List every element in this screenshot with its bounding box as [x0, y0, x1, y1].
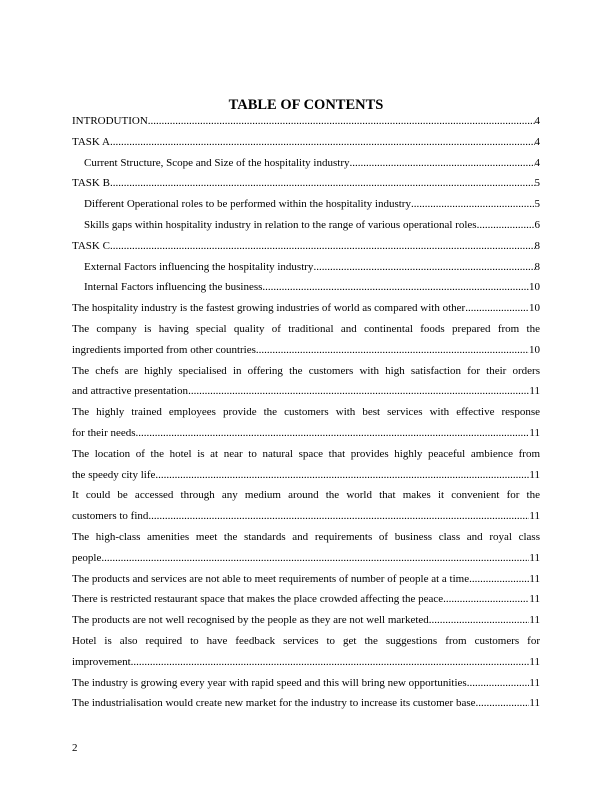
toc-entry-text: The industry is growing every year with rapid speed and this will bring new opportunities — [72, 676, 467, 689]
table-of-contents — [72, 113, 540, 716]
toc-entry[interactable] — [72, 695, 540, 716]
toc-page-number: 6 — [534, 218, 540, 231]
toc-page-number: 11 — [529, 614, 540, 627]
toc-entry-text: There is restricted restaurant space that makes the place crowded affecting the peace — [72, 593, 444, 606]
dot-leader — [110, 239, 535, 253]
toc-entry-text: The products are not well recognised by the people as they are not well marketed — [72, 614, 429, 627]
toc-entry[interactable] — [72, 571, 540, 592]
toc-entry-line1: The location of the hotel is at near to natural space that provides highly peaceful ambience from — [72, 447, 540, 460]
toc-entry-wrapped[interactable] — [72, 487, 540, 529]
dot-leader — [188, 384, 529, 398]
toc-entry-line2: customers to find — [72, 510, 149, 523]
toc-entry-text: TASK A — [72, 135, 110, 148]
toc-entry[interactable] — [72, 591, 540, 612]
toc-subentry[interactable] — [72, 196, 540, 217]
toc-entry-text: INTRODUTION — [72, 115, 148, 127]
dot-leader — [443, 592, 529, 606]
toc-page-number: 10 — [529, 343, 540, 356]
dot-leader — [262, 280, 529, 294]
dot-leader — [155, 468, 529, 482]
toc-page-number: 11 — [529, 385, 540, 398]
toc-page-number: 11 — [529, 468, 540, 481]
toc-entry-text: TASK B — [72, 177, 110, 190]
toc-page-number: 10 — [529, 281, 540, 294]
toc-entry-text: Different Operational roles to be performed within the hospitality industry — [84, 198, 411, 211]
toc-entry[interactable] — [72, 238, 540, 259]
toc-entry-line1: It could be accessed through any medium around the world that makes it convenient for the — [72, 489, 540, 502]
toc-entry[interactable] — [72, 612, 540, 633]
toc-entry[interactable] — [72, 675, 540, 696]
toc-entry-wrapped[interactable] — [72, 321, 540, 363]
dot-leader — [101, 551, 529, 565]
toc-entry-text: External Factors influencing the hospitality industry — [84, 260, 314, 273]
toc-entry-line1: The high-class amenities meet the standards and requirements of business class and royal class — [72, 530, 540, 543]
toc-entry-line1: Hotel is also required to have feedback services to get the suggestions from customers for — [72, 634, 540, 647]
toc-page-number: 11 — [529, 572, 540, 585]
dot-leader — [349, 156, 534, 170]
dot-leader — [477, 218, 535, 232]
toc-entry[interactable] — [72, 175, 540, 196]
toc-entry-wrapped[interactable] — [72, 363, 540, 405]
toc-entry-text: Current Structure, Scope and Size of the hospitality industry — [84, 156, 350, 169]
dot-leader — [467, 676, 530, 690]
dot-leader — [465, 301, 529, 315]
toc-entry[interactable] — [72, 134, 540, 155]
toc-subentry[interactable] — [72, 217, 540, 238]
dot-leader — [256, 343, 529, 357]
toc-entry-wrapped[interactable] — [72, 529, 540, 571]
toc-entry-text: The hospitality industry is the fastest growing industries of world as compared with other — [72, 302, 466, 315]
dot-leader — [148, 114, 535, 128]
toc-title: TABLE OF CONTENTS — [228, 97, 384, 113]
toc-page-number: 4 — [534, 135, 540, 148]
toc-page-number: 5 — [534, 177, 540, 190]
toc-entry-line1: The highly trained employees provide the customers with best services with effective response — [72, 406, 540, 419]
dot-leader — [133, 655, 529, 669]
dot-leader — [429, 613, 530, 627]
toc-page-number: 11 — [529, 593, 540, 606]
toc-page-number: 11 — [529, 510, 540, 523]
toc-entry-text: The industrialisation would create new market for the industry to increase its customer base — [72, 697, 476, 710]
toc-entry-line2: improvement. — [72, 655, 134, 668]
toc-entry[interactable] — [72, 300, 540, 321]
toc-entry-line2: people — [72, 551, 102, 564]
toc-page-number: 8 — [534, 239, 540, 252]
dot-leader — [411, 197, 535, 211]
toc-entry-text: Skills gaps within hospitality industry in relation to the range of various operational roles — [84, 218, 477, 231]
toc-entry-text: The products and services are not able to meet requirements of number of people at a time — [72, 572, 470, 585]
dot-leader — [110, 135, 535, 149]
toc-entry-wrapped[interactable] — [72, 446, 540, 488]
toc-page-number: 11 — [529, 676, 540, 689]
toc-subentry[interactable] — [72, 155, 540, 176]
page-number: 2 — [72, 742, 78, 754]
toc-subentry[interactable] — [72, 279, 540, 300]
toc-entry-line1: The chefs are highly specialised in offering the customers with high satisfaction for their orders — [72, 364, 540, 377]
dot-leader — [136, 426, 530, 440]
toc-subentry[interactable] — [72, 259, 540, 280]
toc-entry[interactable] — [72, 113, 540, 134]
toc-entry-text: Internal Factors influencing the business — [84, 281, 263, 294]
toc-entry-wrapped[interactable] — [72, 633, 540, 675]
toc-page-number: 5 — [534, 198, 540, 211]
toc-page-number: 10 — [529, 302, 540, 315]
dot-leader — [148, 509, 529, 523]
toc-page-number: 11 — [529, 426, 540, 439]
toc-entry-line2: the speedy city life — [72, 468, 156, 481]
toc-page-number: 11 — [529, 655, 540, 668]
toc-page-number: 4 — [534, 115, 540, 127]
toc-page-number: 11 — [529, 551, 540, 564]
toc-page-number: 11 — [529, 697, 540, 710]
toc-entry-text: TASK C — [72, 239, 110, 252]
toc-page-number: 8 — [534, 260, 540, 273]
dot-leader — [476, 696, 530, 710]
toc-entry-line2: and attractive presentation — [72, 385, 189, 398]
toc-entry-line2: for their needs — [72, 426, 136, 439]
toc-entry-wrapped[interactable] — [72, 404, 540, 446]
dot-leader — [469, 572, 529, 586]
toc-entry-line2: ingredients imported from other countries — [72, 343, 256, 356]
toc-entry-line1: The company is having special quality of traditional and continental foods prepared from the — [72, 322, 540, 335]
toc-page-number: 4 — [534, 156, 540, 169]
dot-leader — [110, 176, 535, 190]
dot-leader — [313, 260, 534, 274]
